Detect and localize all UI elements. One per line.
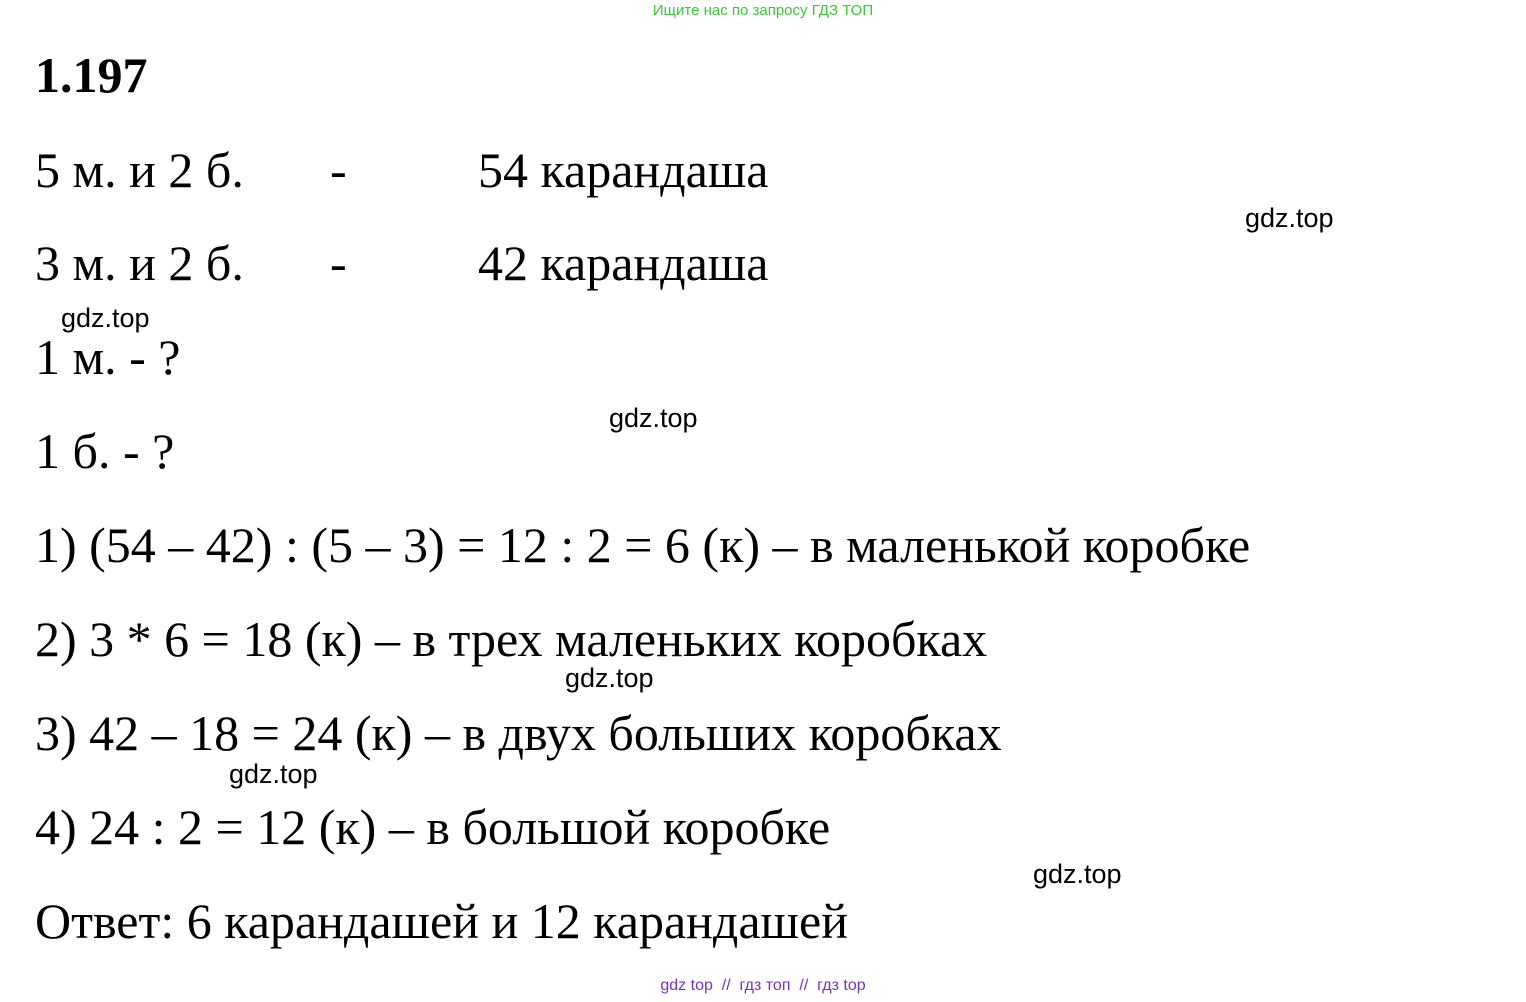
top-banner: Ищите нас по запросу ГДЗ ТОП (652, 2, 874, 19)
given-1-right: 54 карандаша (478, 142, 769, 198)
given-1-left: 5 м. и 2 б. (35, 142, 244, 198)
watermark: gdz.top (61, 303, 150, 333)
unknown-line-2: 1 б. - ? (35, 423, 175, 479)
given-1-dash: - (330, 142, 347, 198)
exercise-number: 1.197 (35, 47, 148, 103)
footer-watermark: gdz top // гдз топ // гдз top (660, 977, 866, 994)
watermark: gdz.top (1033, 859, 1122, 889)
step-4: 4) 24 : 2 = 12 (к) – в большой коробке (35, 799, 831, 855)
watermark: gdz.top (1245, 203, 1334, 233)
watermark: gdz.top (565, 663, 654, 693)
step-3: 3) 42 – 18 = 24 (к) – в двух больших коробках (35, 705, 1002, 761)
given-2-right: 42 карандаша (478, 235, 769, 291)
answer-line: Ответ: 6 карандашей и 12 карандашей (35, 893, 848, 949)
given-2-left: 3 м. и 2 б. (35, 235, 244, 291)
given-2-dash: - (330, 235, 347, 291)
step-1: 1) (54 – 42) : (5 – 3) = 12 : 2 = 6 (к) – в маленькой коробке (35, 517, 1251, 573)
unknown-line-1: 1 м. - ? (35, 329, 181, 385)
step-2: 2) 3 * 6 = 18 (к) – в трех маленьких коробках (35, 611, 988, 667)
watermark: gdz.top (609, 403, 698, 433)
watermark: gdz.top (229, 759, 318, 789)
